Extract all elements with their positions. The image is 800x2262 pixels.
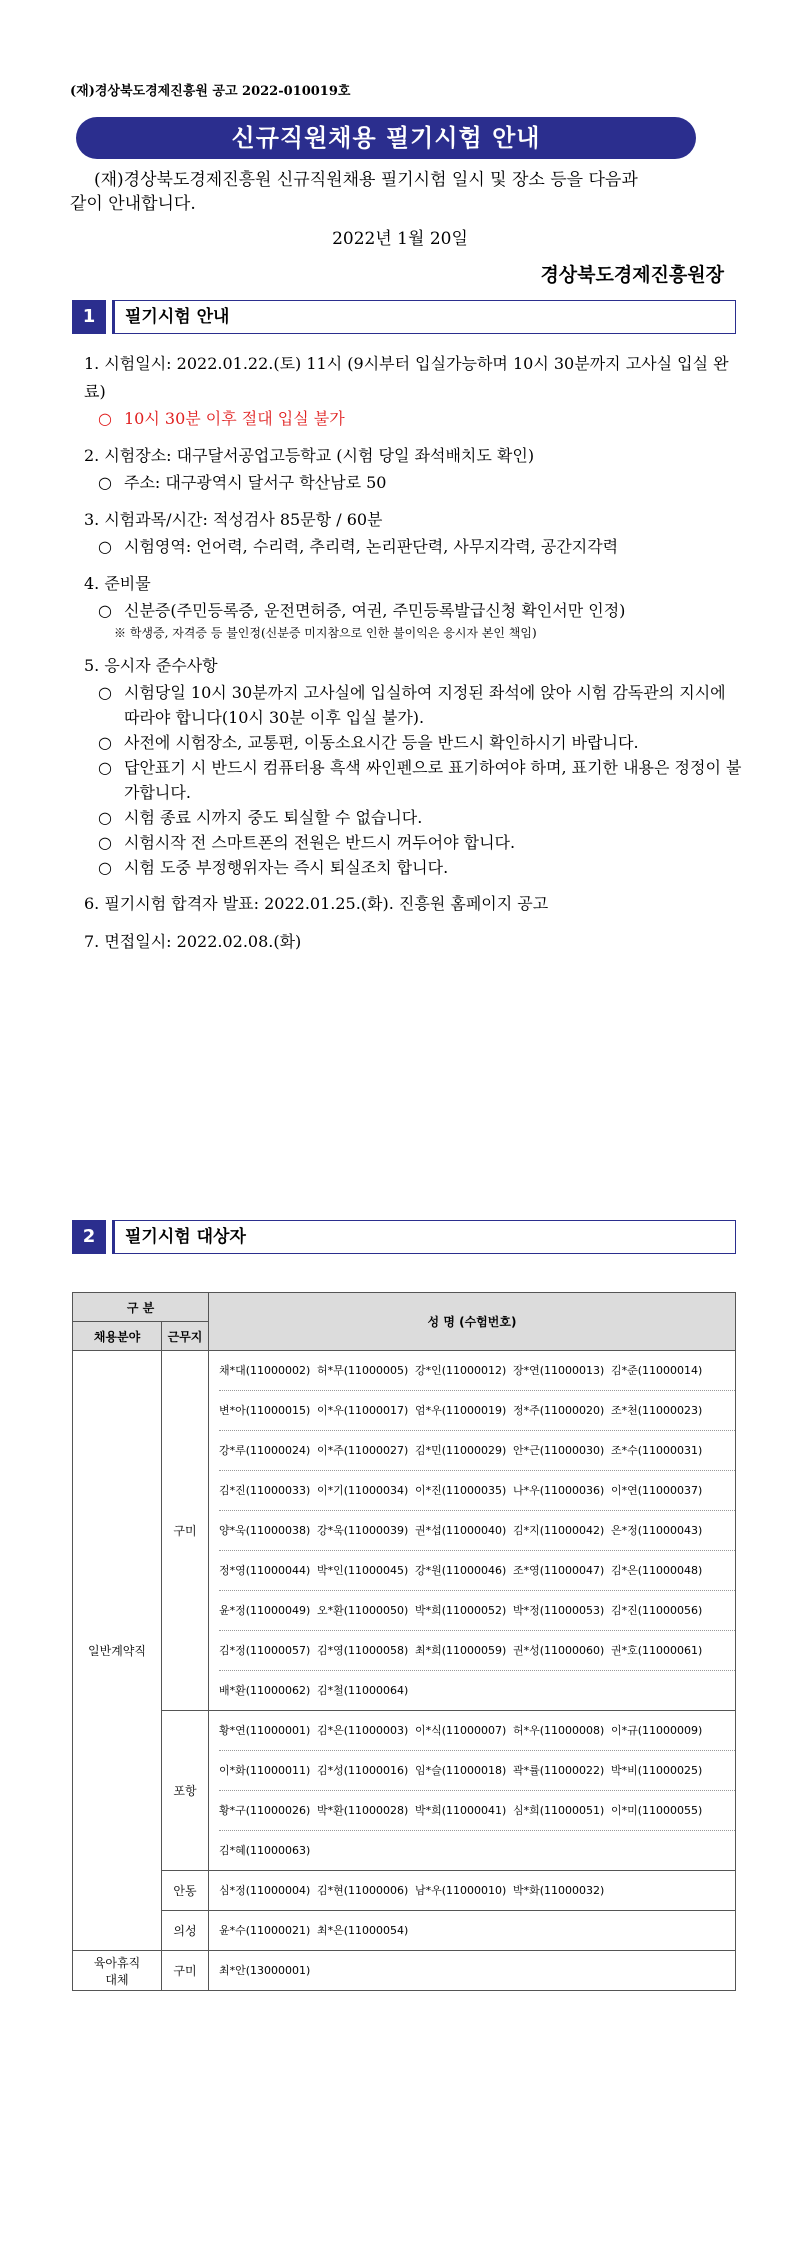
name-row xyxy=(219,1511,735,1551)
table-row xyxy=(73,1871,736,1911)
candidate-entry: 이*우(11000017) xyxy=(317,1404,409,1417)
candidate-entry: 김*정(11000057) xyxy=(219,1644,311,1657)
candidate-entry: 김*준(11000014) xyxy=(611,1364,703,1377)
info-sub-text: 답안표기 시 반드시 컴퓨터용 흑색 싸인펜으로 표기하여야 하며, 표기한 내용은 정정이 불가합니다. xyxy=(124,758,742,802)
info-item-heading: 3. 시험과목/시간: 적성검사 85문항 / 60분 xyxy=(84,510,383,529)
name-row xyxy=(219,1391,735,1431)
candidate-entry: 김*민(11000029) xyxy=(415,1444,507,1457)
info-note: ※ 학생증, 자격증 등 불인정(신분증 미지참으로 인한 불이익은 응시자 본인 책임) xyxy=(114,626,537,640)
notice-number: (재)경상북도경제진흥원 공고 2022-010019호 xyxy=(70,84,351,99)
info-item-heading: 4. 준비물 xyxy=(84,574,151,593)
info-item-heading: 7. 면접일시: 2022.02.08.(화) xyxy=(84,932,302,951)
candidate-entry: 박*인(11000045) xyxy=(317,1564,409,1577)
candidate-entry: 김*진(11000056) xyxy=(611,1604,703,1617)
name-row xyxy=(219,1951,735,1990)
name-row xyxy=(219,1751,735,1791)
candidate-entry: 이*규(11000009) xyxy=(611,1724,703,1737)
candidate-entry: 최*안(13000001) xyxy=(219,1964,311,1977)
info-sub-text: 10시 30분 이후 절대 입실 불가 xyxy=(124,409,345,428)
candidate-entry: 권*성(11000060) xyxy=(513,1644,605,1657)
workplace-cell: 의성 xyxy=(162,1911,209,1951)
notice-date: 2022년 1월 20일 xyxy=(332,229,468,249)
candidate-entry: 장*연(11000013) xyxy=(513,1364,605,1377)
info-sub-item xyxy=(84,805,744,830)
candidate-entry: 심*정(11000004) xyxy=(219,1884,311,1897)
intro-paragraph xyxy=(70,168,730,216)
candidate-entry: 이*진(11000035) xyxy=(415,1484,507,1497)
info-item xyxy=(84,928,744,956)
info-sub-item xyxy=(84,534,744,560)
candidate-entry: 변*아(11000015) xyxy=(219,1404,311,1417)
table-header-group: 구 분 xyxy=(73,1293,209,1322)
name-row xyxy=(219,1551,735,1591)
candidate-entry: 양*욱(11000038) xyxy=(219,1524,311,1537)
candidate-entry: 조*수(11000031) xyxy=(611,1444,703,1457)
table-row xyxy=(73,1951,736,1991)
section-number: 2 xyxy=(72,1220,106,1254)
section-title: 필기시험 안내 xyxy=(112,300,736,334)
info-sub-item xyxy=(84,680,744,730)
candidate-entry: 임*슬(11000018) xyxy=(415,1764,507,1777)
info-sub-item xyxy=(84,755,744,805)
info-item xyxy=(84,890,744,918)
candidate-entry: 허*무(11000005) xyxy=(317,1364,409,1377)
table-row xyxy=(73,1911,736,1951)
candidate-entry: 황*구(11000026) xyxy=(219,1804,311,1817)
candidate-entry: 김*현(11000006) xyxy=(317,1884,409,1897)
names-cell xyxy=(209,1911,736,1951)
name-row xyxy=(219,1591,735,1631)
name-row xyxy=(219,1471,735,1511)
info-sub-item xyxy=(84,855,744,880)
candidate-entry: 박*정(11000053) xyxy=(513,1604,605,1617)
bullet-icon: ○ xyxy=(98,409,112,428)
candidate-entry: 오*환(11000050) xyxy=(317,1604,409,1617)
candidate-table xyxy=(72,1292,736,1991)
name-row xyxy=(219,1831,735,1870)
info-sub-text: 시험 종료 시까지 중도 퇴실할 수 없습니다. xyxy=(124,808,423,827)
info-item-heading: 5. 응시자 준수사항 xyxy=(84,656,218,675)
name-row xyxy=(219,1351,735,1391)
candidate-entry: 곽*률(11000022) xyxy=(513,1764,605,1777)
table-header-field: 채용분야 xyxy=(73,1322,162,1351)
info-item xyxy=(84,652,744,880)
issuer-signature: 경상북도경제진흥원장 xyxy=(540,264,724,286)
bullet-icon: ○ xyxy=(98,858,112,877)
candidate-entry: 김*진(11000033) xyxy=(219,1484,311,1497)
candidate-entry: 박*환(11000028) xyxy=(317,1804,409,1817)
candidate-entry: 정*주(11000020) xyxy=(513,1404,605,1417)
info-sub-text: 시험시작 전 스마트폰의 전원은 반드시 꺼두어야 합니다. xyxy=(124,833,516,852)
table-header-workplace: 근무지 xyxy=(162,1322,209,1351)
candidate-entry: 박*희(11000041) xyxy=(415,1804,507,1817)
candidate-entry: 박*희(11000052) xyxy=(415,1604,507,1617)
info-sub-text: 주소: 대구광역시 달서구 학산남로 50 xyxy=(124,473,387,492)
info-sub-text: 시험영역: 언어력, 수리력, 추리력, 논리판단력, 사무지각력, 공간지각력 xyxy=(124,537,619,556)
table-row xyxy=(73,1711,736,1871)
field-cell: 육아휴직 대체 xyxy=(73,1951,162,1991)
workplace-cell: 구미 xyxy=(162,1351,209,1711)
candidate-entry: 안*근(11000030) xyxy=(513,1444,605,1457)
candidate-entry: 김*철(11000064) xyxy=(317,1684,409,1697)
candidate-entry: 김*성(11000016) xyxy=(317,1764,409,1777)
info-sub-text: 신분증(주민등록증, 운전면허증, 여권, 주민등록발급신청 확인서만 인정) xyxy=(124,601,626,620)
name-row xyxy=(219,1431,735,1471)
candidate-entry: 채*대(11000002) xyxy=(219,1364,311,1377)
table-header-names: 성 명 (수험번호) xyxy=(209,1293,736,1351)
info-item xyxy=(84,350,744,432)
name-row xyxy=(219,1711,735,1751)
exam-info-list xyxy=(84,350,744,966)
candidate-entry: 조*영(11000047) xyxy=(513,1564,605,1577)
candidate-entry: 김*영(11000058) xyxy=(317,1644,409,1657)
candidate-entry: 윤*수(11000021) xyxy=(219,1924,311,1937)
candidate-entry: 황*연(11000001) xyxy=(219,1724,311,1737)
bullet-icon: ○ xyxy=(98,601,112,620)
bullet-icon: ○ xyxy=(98,808,112,827)
candidate-entry: 최*은(11000054) xyxy=(317,1924,409,1937)
bullet-icon: ○ xyxy=(98,833,112,852)
candidate-entry: 엄*우(11000019) xyxy=(415,1404,507,1417)
workplace-cell: 포항 xyxy=(162,1711,209,1871)
name-row xyxy=(219,1671,735,1710)
name-row xyxy=(219,1871,735,1910)
candidate-entry: 강*원(11000046) xyxy=(415,1564,507,1577)
info-item-heading: 1. 시험일시: 2022.01.22.(토) 11시 (9시부터 입실가능하며 10시 30분까지 고사실 입실 완료) xyxy=(84,354,729,401)
info-sub-text: 사전에 시험장소, 교통편, 이동소요시간 등을 반드시 확인하시기 바랍니다. xyxy=(124,733,639,752)
candidate-entry: 이*화(11000011) xyxy=(219,1764,311,1777)
candidate-entry: 이*연(11000037) xyxy=(611,1484,703,1497)
section-title: 필기시험 대상자 xyxy=(112,1220,736,1254)
candidate-entry: 이*식(11000007) xyxy=(415,1724,507,1737)
names-cell xyxy=(209,1951,736,1991)
section-number: 1 xyxy=(72,300,106,334)
candidate-entry: 허*우(11000008) xyxy=(513,1724,605,1737)
candidate-entry: 남*우(11000010) xyxy=(415,1884,507,1897)
candidate-entry: 이*미(11000055) xyxy=(611,1804,703,1817)
name-row xyxy=(219,1631,735,1671)
candidate-entry: 배*환(11000062) xyxy=(219,1684,311,1697)
intro-line: (재)경상북도경제진흥원 신규직원채용 필기시험 일시 및 장소 등을 다음과 xyxy=(94,170,638,190)
candidate-entry: 강*욱(11000039) xyxy=(317,1524,409,1537)
names-cell xyxy=(209,1711,736,1871)
intro-line: 같이 안내합니다. xyxy=(70,194,196,214)
workplace-cell: 안동 xyxy=(162,1871,209,1911)
names-cell xyxy=(209,1871,736,1911)
info-item-heading: 6. 필기시험 합격자 발표: 2022.01.25.(화). 진흥원 홈페이지 공고 xyxy=(84,894,549,913)
candidate-entry: 이*기(11000034) xyxy=(317,1484,409,1497)
bullet-icon: ○ xyxy=(98,537,112,556)
candidate-entry: 김*혜(11000063) xyxy=(219,1844,311,1857)
info-sub-item xyxy=(84,598,744,624)
bullet-icon: ○ xyxy=(98,683,112,702)
candidate-entry: 최*희(11000059) xyxy=(415,1644,507,1657)
candidate-entry: 김*은(11000048) xyxy=(611,1564,703,1577)
info-sub-item xyxy=(84,470,744,496)
candidate-entry: 이*주(11000027) xyxy=(317,1444,409,1457)
names-cell xyxy=(209,1351,736,1711)
candidate-entry: 강*인(11000012) xyxy=(415,1364,507,1377)
candidate-entry: 조*천(11000023) xyxy=(611,1404,703,1417)
workplace-cell: 구미 xyxy=(162,1951,209,1991)
bullet-icon: ○ xyxy=(98,473,112,492)
bullet-icon: ○ xyxy=(98,758,112,777)
field-cell: 일반계약직 xyxy=(73,1351,162,1951)
info-sub-item xyxy=(84,406,744,432)
candidate-entry: 김*은(11000003) xyxy=(317,1724,409,1737)
candidate-entry: 정*영(11000044) xyxy=(219,1564,311,1577)
candidate-entry: 심*희(11000051) xyxy=(513,1804,605,1817)
info-sub-text: 시험 도중 부정행위자는 즉시 퇴실조치 합니다. xyxy=(124,858,449,877)
section-2-header xyxy=(72,1220,736,1254)
table-row xyxy=(73,1351,736,1711)
page-title: 신규직원채용 필기시험 안내 xyxy=(76,117,696,159)
candidate-entry: 나*우(11000036) xyxy=(513,1484,605,1497)
candidate-entry: 윤*정(11000049) xyxy=(219,1604,311,1617)
candidate-entry: 권*섭(11000040) xyxy=(415,1524,507,1537)
section-1-header xyxy=(72,300,736,334)
name-row xyxy=(219,1791,735,1831)
candidate-entry: 은*정(11000043) xyxy=(611,1524,703,1537)
name-row xyxy=(219,1911,735,1950)
candidate-entry: 강*루(11000024) xyxy=(219,1444,311,1457)
info-item-heading: 2. 시험장소: 대구달서공업고등학교 (시험 당일 좌석배치도 확인) xyxy=(84,446,535,465)
candidate-entry: 김*지(11000042) xyxy=(513,1524,605,1537)
info-item xyxy=(84,442,744,496)
bullet-icon: ○ xyxy=(98,733,112,752)
info-item xyxy=(84,506,744,560)
candidate-entry: 박*화(11000032) xyxy=(513,1884,605,1897)
info-sub-item xyxy=(84,730,744,755)
candidate-entry: 박*비(11000025) xyxy=(611,1764,703,1777)
info-item xyxy=(84,570,744,642)
candidate-entry: 권*호(11000061) xyxy=(611,1644,703,1657)
info-sub-item xyxy=(84,830,744,855)
info-sub-text: 시험당일 10시 30분까지 고사실에 입실하여 지정된 좌석에 앉아 시험 감독관의 지시에 따라야 합니다(10시 30분 이후 입실 불가). xyxy=(124,683,726,727)
